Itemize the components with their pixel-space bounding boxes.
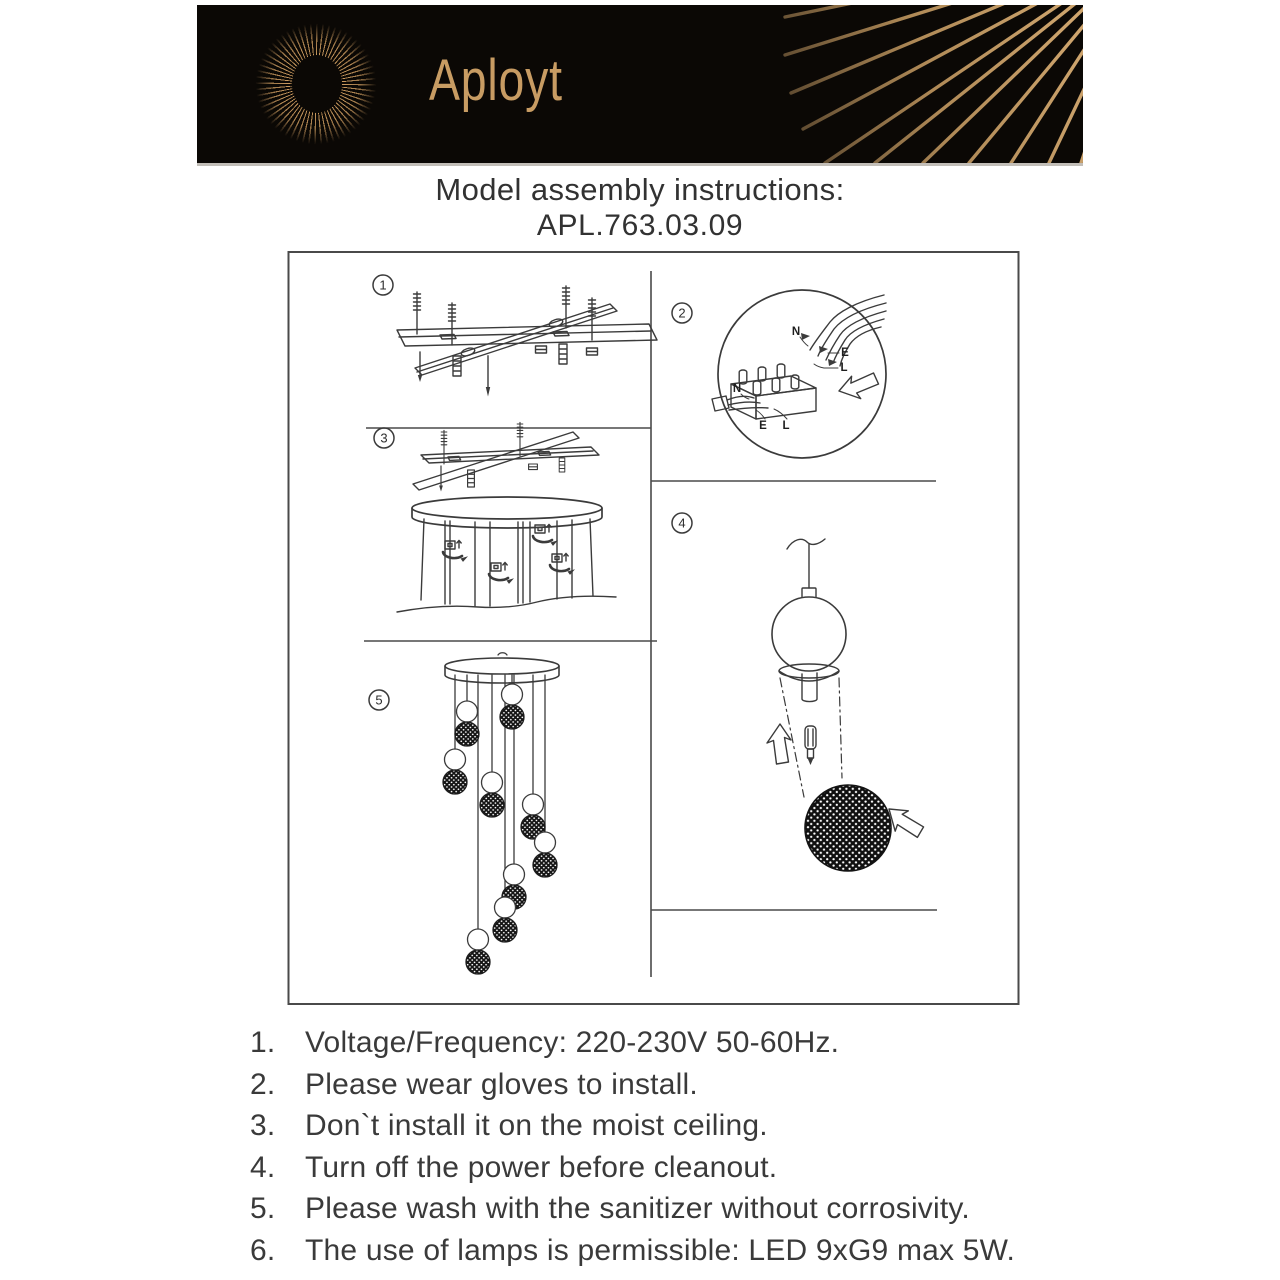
item-text: The use of lamps is permissible: LED 9xG9 max 5W. bbox=[305, 1233, 1016, 1267]
list-item bbox=[250, 1230, 1080, 1272]
wire-label-e-top: E bbox=[841, 347, 849, 359]
item-number: 5. bbox=[250, 1192, 276, 1225]
item-number: 1. bbox=[250, 1026, 276, 1059]
step-5-number: 5 bbox=[375, 692, 383, 708]
item-text: Please wash with the sanitizer without corrosivity. bbox=[305, 1192, 970, 1225]
wire-label-n-bottom: N bbox=[732, 383, 742, 395]
glass-sphere bbox=[772, 597, 846, 671]
list-item bbox=[250, 1105, 1080, 1147]
mounting-bracket-diagram bbox=[397, 286, 657, 397]
title-line: Model assembly instructions: bbox=[435, 172, 845, 207]
wiring-diagram bbox=[712, 290, 886, 458]
list-item bbox=[250, 1188, 1080, 1230]
item-number: 6. bbox=[250, 1233, 276, 1267]
crystal-shade bbox=[805, 785, 891, 871]
item-text: Turn off the power before cleanout. bbox=[305, 1150, 778, 1184]
g9-bulb-icon bbox=[805, 726, 816, 765]
item-number: 3. bbox=[250, 1109, 276, 1142]
wire-label-l-top: L bbox=[840, 362, 848, 374]
list-item bbox=[250, 1147, 1080, 1189]
chandelier-diagram bbox=[443, 653, 559, 974]
item-text: Voltage/Frequency: 220-230V 50-60Hz. bbox=[305, 1026, 840, 1059]
brand-name: Aployt bbox=[429, 48, 563, 113]
step-1-number: 1 bbox=[379, 277, 387, 293]
instruction-list bbox=[250, 1022, 1080, 1271]
item-text: Please wear gloves to install. bbox=[305, 1067, 698, 1101]
lamp-assembly-diagram bbox=[767, 539, 927, 871]
wire-label-n-top: N bbox=[791, 326, 801, 338]
canopy-mounting-diagram bbox=[397, 422, 616, 612]
step-4-number: 4 bbox=[678, 515, 686, 531]
diagram-frame bbox=[289, 252, 1019, 1004]
step-2-number: 2 bbox=[678, 305, 686, 321]
list-item bbox=[250, 1064, 1080, 1106]
model-number: APL.763.03.09 bbox=[536, 209, 744, 242]
item-number: 4. bbox=[250, 1150, 276, 1184]
wire-label-l-bottom: L bbox=[782, 420, 790, 432]
step-3-number: 3 bbox=[380, 430, 388, 446]
item-text: Don`t install it on the moist ceiling. bbox=[305, 1109, 768, 1142]
list-item bbox=[250, 1022, 1080, 1064]
item-number: 2. bbox=[250, 1067, 276, 1101]
wire-label-e-bottom: E bbox=[759, 420, 767, 432]
